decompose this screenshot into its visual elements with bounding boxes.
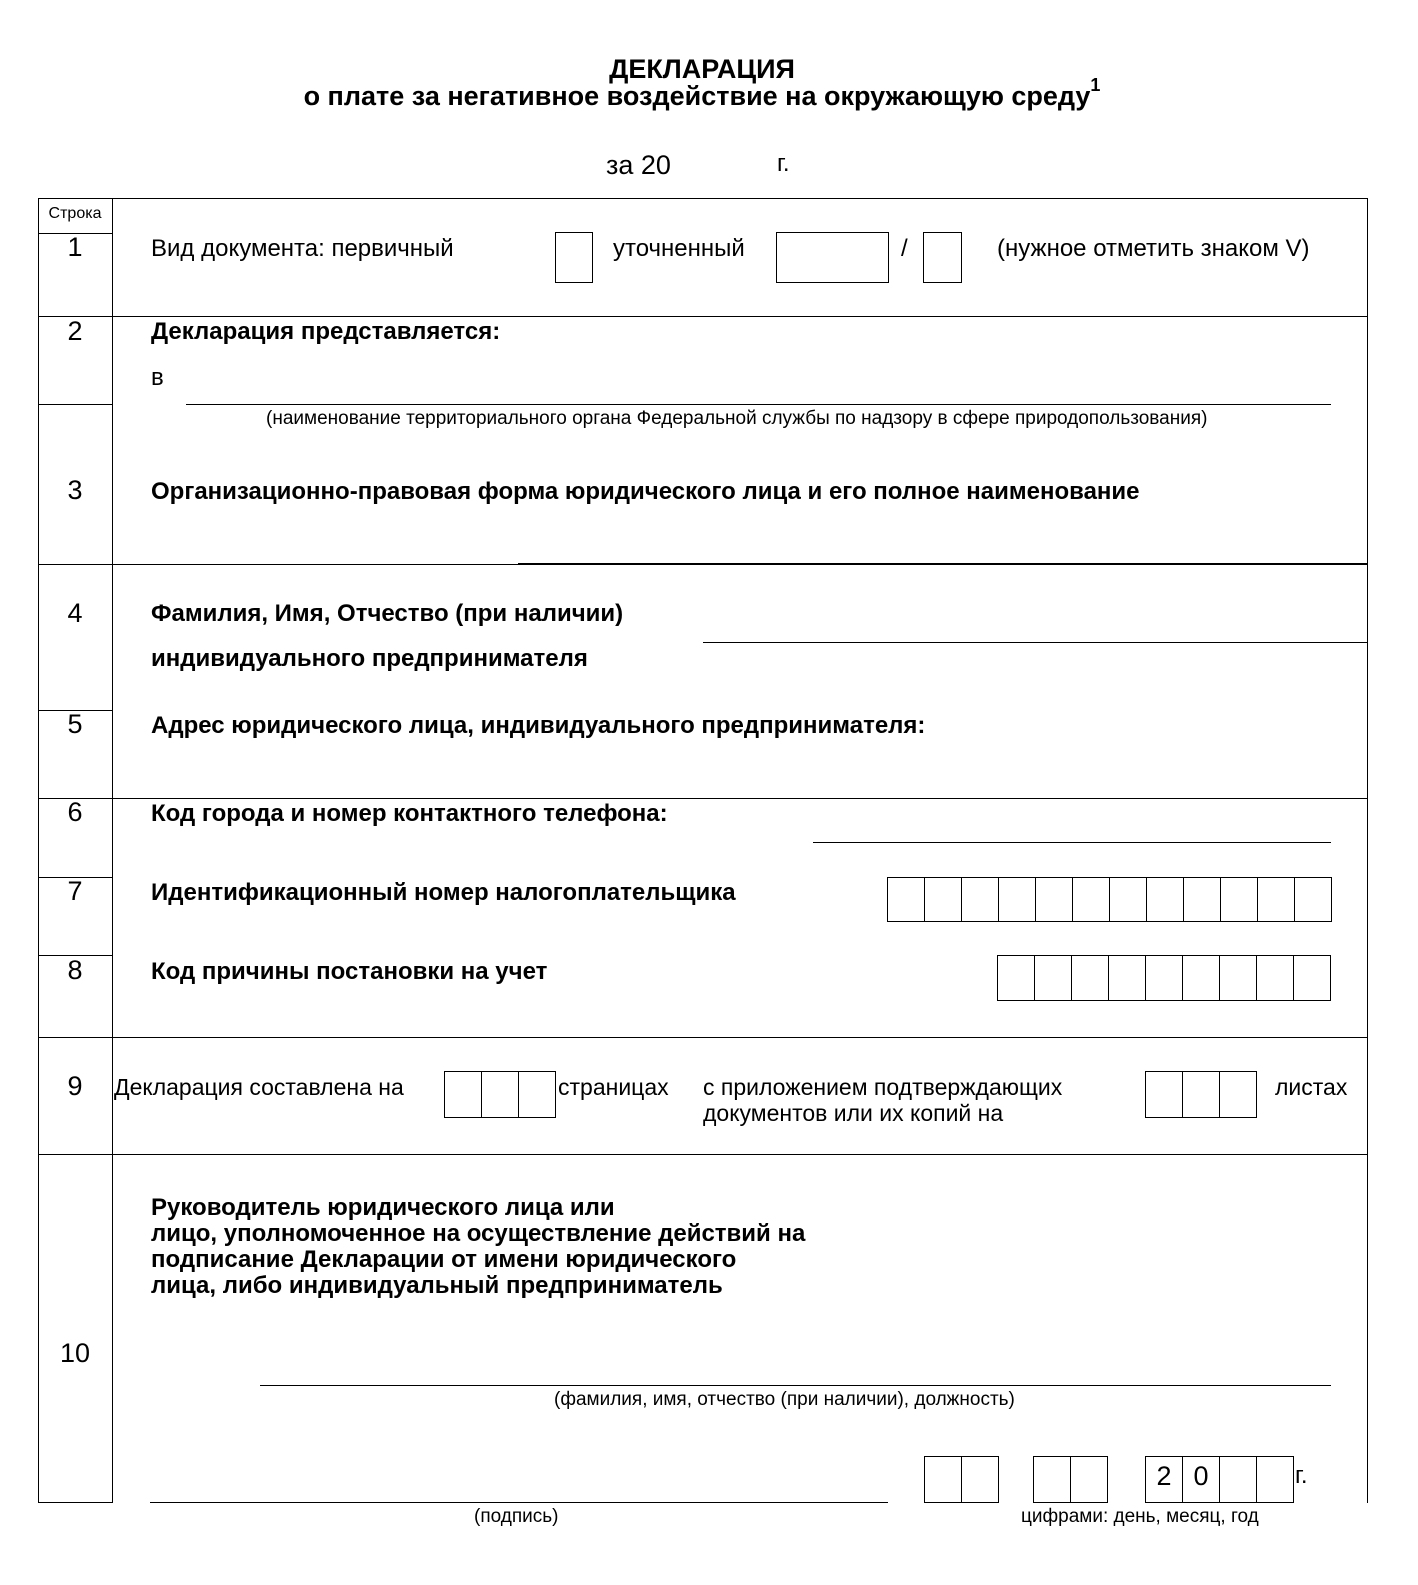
- row-header: Строка: [48, 205, 102, 222]
- pages-digit-cell[interactable]: [444, 1071, 482, 1118]
- row-sep: [38, 316, 1368, 317]
- day-digit-cell[interactable]: [924, 1456, 962, 1503]
- inn-digit-cell[interactable]: [924, 877, 962, 922]
- signature-caption: (подпись): [474, 1506, 559, 1527]
- year-digit-cell[interactable]: 0: [1182, 1456, 1220, 1503]
- year-suffix: г.: [777, 150, 790, 177]
- row-number: 2: [67, 316, 83, 346]
- date-year-suffix: г.: [1295, 1462, 1308, 1489]
- document-subtitle: [0, 75, 1404, 112]
- document-title: ДЕКЛАРАЦИЯ: [609, 54, 795, 84]
- signature-field[interactable]: [150, 1502, 888, 1503]
- corrected-label: уточненный: [613, 235, 745, 262]
- document-type-label: Вид документа: первичный: [151, 235, 454, 262]
- phone-field[interactable]: [813, 842, 1331, 843]
- organization-name-label: Организационно-правовая форма юридического лица и его полное наименование: [151, 478, 1140, 505]
- sheets-label: листах: [1275, 1074, 1348, 1100]
- submitted-to-label: Декларация представляется:: [151, 318, 501, 345]
- sheets-digit-cell[interactable]: [1145, 1071, 1183, 1118]
- address-label: Адрес юридического лица, индивидуального предпринимателя:: [151, 712, 926, 739]
- inn-digit-cell[interactable]: [1183, 877, 1221, 922]
- row-number: 1: [67, 232, 83, 262]
- num-sep: [38, 404, 113, 405]
- date-caption: цифрами: день, месяц, год: [1021, 1506, 1259, 1527]
- corrected-checkbox[interactable]: [776, 232, 889, 283]
- submitted-to-prefix: в: [151, 364, 164, 391]
- year-digit-cell[interactable]: 2: [1145, 1456, 1183, 1503]
- month-digit-cell[interactable]: [1033, 1456, 1071, 1503]
- table-left-border: [38, 198, 39, 1503]
- mark-hint: (нужное отметить знаком V): [997, 235, 1310, 262]
- kpp-digit-cell[interactable]: [1145, 955, 1183, 1001]
- kpp-label: Код причины постановки на учет: [151, 958, 548, 985]
- kpp-digit-cell[interactable]: [1293, 955, 1331, 1001]
- table-top-border: [38, 198, 1368, 199]
- authority-name-field[interactable]: [186, 404, 1331, 405]
- inn-digit-cell[interactable]: [887, 877, 925, 922]
- phone-label: Код города и номер контактного телефона:: [151, 800, 668, 827]
- kpp-digit-cell[interactable]: [1108, 955, 1146, 1001]
- footnote-mark: 1: [1090, 75, 1101, 95]
- inn-digit-cell[interactable]: [961, 877, 999, 922]
- inn-digit-cell[interactable]: [1109, 877, 1147, 922]
- day-digit-cell[interactable]: [961, 1456, 999, 1503]
- row-number: 5: [67, 709, 83, 739]
- year-digit-cell[interactable]: [1256, 1456, 1294, 1503]
- signer-label-3: подписание Декларации от имени юридического: [151, 1246, 737, 1273]
- correction-number-field[interactable]: [923, 232, 962, 283]
- inn-digit-cell[interactable]: [1035, 877, 1073, 922]
- subtitle-text: о плате за негативное воздействие на окружающую среду: [303, 81, 1091, 111]
- kpp-digit-cell[interactable]: [1034, 955, 1072, 1001]
- inn-digit-cell[interactable]: [1072, 877, 1110, 922]
- pages-label: страницах: [558, 1074, 669, 1100]
- row-sep: [38, 798, 1368, 799]
- row-number: 10: [59, 1338, 91, 1368]
- kpp-digit-cell[interactable]: [1182, 955, 1220, 1001]
- row-sep: [38, 564, 1368, 565]
- kpp-digit-cell[interactable]: [997, 955, 1035, 1001]
- pages-prefix-label: Декларация составлена на: [114, 1074, 404, 1100]
- primary-checkbox[interactable]: [555, 232, 593, 283]
- table-bottom-border: [38, 1502, 113, 1503]
- row-sep: [38, 1037, 1368, 1038]
- inn-digit-cell[interactable]: [1220, 877, 1258, 922]
- row-number: 6: [67, 797, 83, 827]
- row-number: 7: [67, 876, 83, 906]
- sheets-digit-cell[interactable]: [1182, 1071, 1220, 1118]
- kpp-digit-cell[interactable]: [1219, 955, 1257, 1001]
- signer-name-caption: (фамилия, имя, отчество (при наличии), должность): [554, 1389, 1015, 1410]
- authority-name-caption: (наименование территориального органа Федеральной службы по надзору в сфере природопользования): [266, 408, 1208, 429]
- entrepreneur-name-label-2: индивидуального предпринимателя: [151, 645, 588, 672]
- entrepreneur-name-label-1: Фамилия, Имя, Отчество (при наличии): [151, 600, 624, 627]
- inn-label: Идентификационный номер налогоплательщика: [151, 879, 736, 906]
- month-digit-cell[interactable]: [1070, 1456, 1108, 1503]
- row-number: 3: [67, 475, 83, 505]
- row-number: 9: [67, 1071, 83, 1101]
- organization-name-field[interactable]: [518, 563, 1368, 564]
- entrepreneur-name-field[interactable]: [703, 642, 1368, 643]
- inn-digit-cell[interactable]: [1257, 877, 1295, 922]
- row-sep: [38, 1154, 1368, 1155]
- pages-digit-cell[interactable]: [518, 1071, 556, 1118]
- signer-name-field[interactable]: [260, 1385, 1331, 1386]
- slash-separator: /: [901, 235, 908, 262]
- inn-digit-cell[interactable]: [1294, 877, 1332, 922]
- table-right-border: [1367, 198, 1368, 1503]
- kpp-digit-cell[interactable]: [1256, 955, 1294, 1001]
- table-divider: [112, 198, 113, 1503]
- attachments-label-2: документов или их копий на: [703, 1100, 1004, 1126]
- kpp-digit-cell[interactable]: [1071, 955, 1109, 1001]
- row-number: 8: [67, 955, 83, 985]
- signer-label-2: лицо, уполномоченное на осуществление действий на: [151, 1220, 806, 1247]
- year-digit-cell[interactable]: [1219, 1456, 1257, 1503]
- sheets-digit-cell[interactable]: [1219, 1071, 1257, 1118]
- inn-digit-cell[interactable]: [1146, 877, 1184, 922]
- row-number: 4: [67, 598, 83, 628]
- signer-label-4: лица, либо индивидуальный предприниматель: [151, 1272, 723, 1299]
- inn-digit-cell[interactable]: [998, 877, 1036, 922]
- year-prefix: за 20: [606, 150, 671, 180]
- signer-label-1: Руководитель юридического лица или: [151, 1194, 615, 1221]
- attachments-label-1: с приложением подтверждающих: [703, 1074, 1063, 1100]
- pages-digit-cell[interactable]: [481, 1071, 519, 1118]
